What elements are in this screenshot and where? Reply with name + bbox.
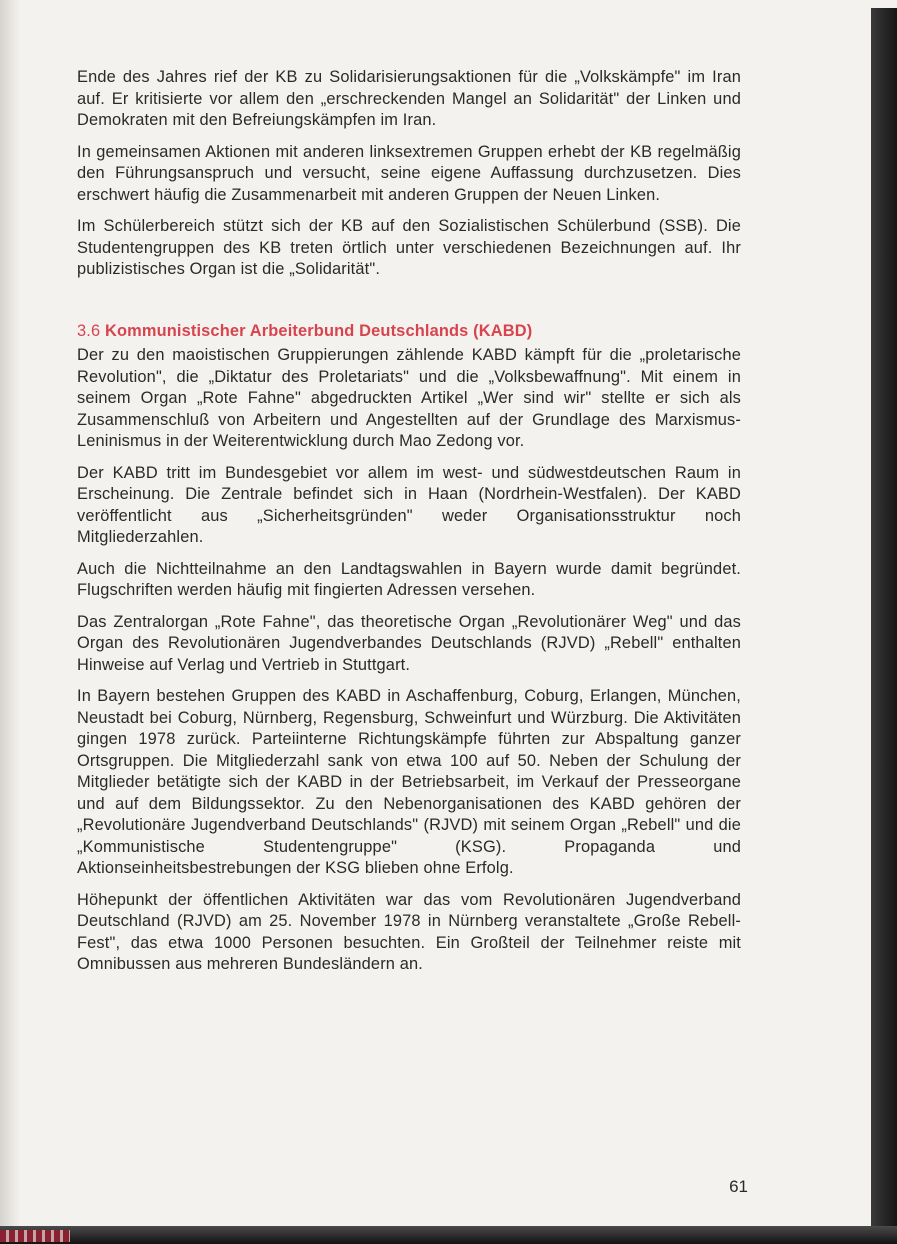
- paragraph: Höhepunkt der öffentlichen Aktivitäten war das vom Revolutionären Jugendverband Deutschland (RJVD) am 25. November 1978 in Nürnberg veranstaltete „Große Rebell-Fest", das etwa 1000 Personen besuchten. Ein Großteil der Teilnehmer reiste mit Omnibussen aus mehreren Bundesländern an.: [77, 890, 741, 973]
- section-title: Kommunistischer Arbeiterbund Deutschlands (KABD): [104, 321, 533, 340]
- page-gutter-shadow: [0, 0, 20, 1244]
- section-heading: [77, 321, 741, 343]
- paragraph: Im Schülerbereich stützt sich der KB auf den Sozialistischen Schülerbund (SSB). Die Studentengruppen des KB treten örtlich unter verschiedenen Bezeichnungen auf. Ihr publizistisches Organ ist die „Solidarität".: [77, 217, 741, 278]
- scan-color-marker: [0, 1230, 70, 1242]
- page-number: 61: [729, 1177, 748, 1196]
- paragraph: Ende des Jahres rief der KB zu Solidarisierungsaktionen für die „Volkskämpfe" im Iran auf. Er kritisierte vor allem den „erschreckenden Mangel an Solidarität" der Linken und Demokraten mit den Befreiungskämpfen im Iran.: [77, 68, 741, 129]
- paragraph: Das Zentralorgan „Rote Fahne", das theoretische Organ „Revolutionärer Weg" und das Organ des Revolutionären Jugendverbandes Deutschlands (RJVD) „Rebell" enthalten Hinweise auf Verlag und Vertrieb in Stuttgart.: [77, 612, 741, 674]
- book-edge-right: [871, 8, 897, 1244]
- body-text: [77, 67, 741, 986]
- paragraph: Der zu den maoistischen Gruppierungen zählende KABD kämpft für die „proletarische Revolution", die „Diktatur des Proletariats" und die „Volksbewaffnung". Mit einem in seinem Organ „Rote Fahne" abgedruckten Artikel „Wer sind wir" stellte er sich als Zusammenschluß von Arbeitern und Angestellten auf der Grundlage des Marxismus-Leninismus in der Weiterentwicklung durch Mao Zedong vor.: [77, 346, 741, 450]
- section-number: 3.6: [77, 321, 101, 340]
- paragraph: In Bayern bestehen Gruppen des KABD in Aschaffenburg, Coburg, Erlangen, München, Neustadt bei Coburg, Nürnberg, Regensburg, Schweinfurt und Würzburg. Die Aktivitäten gingen 1978 zurück. Parteiinterne Richtungskämpfe führten zur Abspaltung ganzer Ortsgruppen. Die Mitgliederzahl sank von etwa 100 auf 50. Neben der Schulung der Mitglieder betätigte sich der KABD in der Betriebsarbeit, im Verkauf der Presseorgane und auf dem Bildungssektor. Zu den Nebenorganisationen des KABD gehören der „Revolutionäre Jugendverband Deutschlands" (RJVD) mit seinem Organ „Rebell" und die „Kommunistische Studentengruppe" (KSG). Propaganda und Aktionseinheitsbestrebungen der KSG blieben ohne Erfolg.: [77, 687, 741, 877]
- paragraph: In gemeinsamen Aktionen mit anderen linksextremen Gruppen erhebt der KB regelmäßig den Führungsanspruch und versucht, seine eigene Auffassung durchzusetzen. Dies erschwert häufig die Zusammenarbeit mit anderen Gruppen der Neuen Linken.: [77, 142, 741, 204]
- paragraph: Der KABD tritt im Bundesgebiet vor allem im west- und südwestdeutschen Raum in Erscheinung. Die Zentrale befindet sich in Haan (Nordrhein-Westfalen). Der KABD veröffentlicht aus „Sicherheitsgründen" weder Organisationsstruktur noch Mitgliederzahlen.: [77, 463, 741, 546]
- paragraph: Auch die Nichtteilnahme an den Landtagswahlen in Bayern wurde damit begründet. Flugschriften werden häufig mit fingierten Adressen versehen.: [77, 559, 741, 599]
- book-edge-bottom: [0, 1226, 897, 1244]
